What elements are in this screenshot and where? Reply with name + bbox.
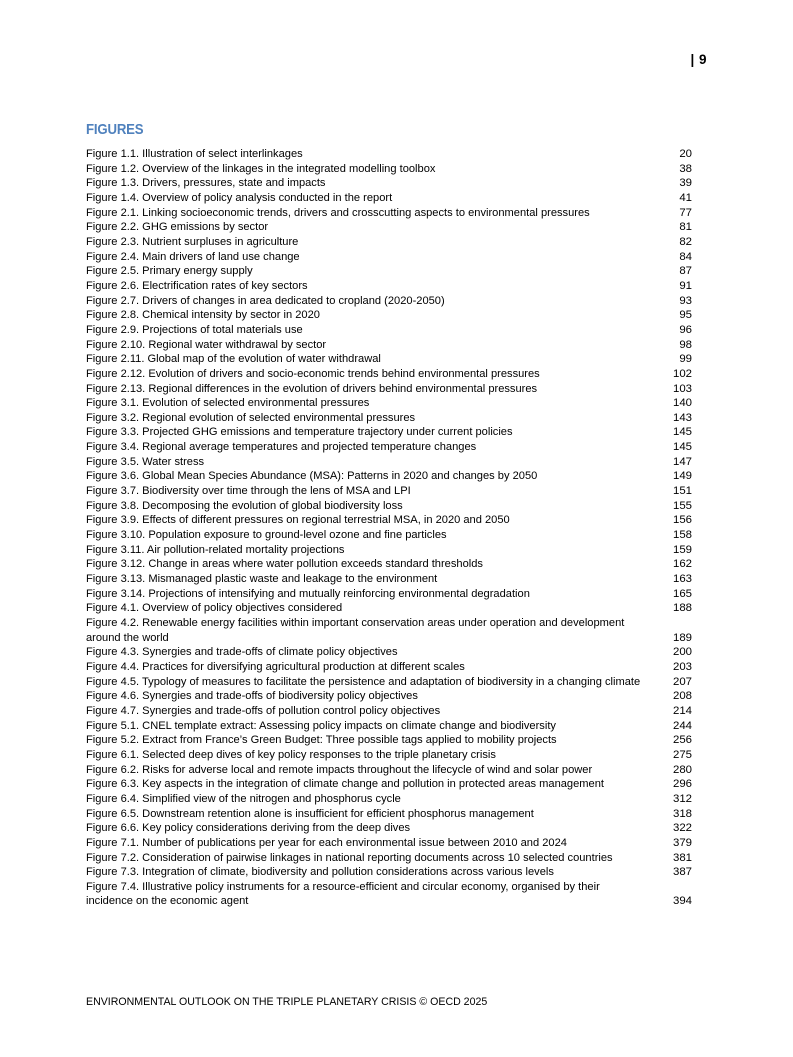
figure-entry[interactable] [86, 352, 692, 367]
figure-title[interactable]: Figure 4.4. Practices for diversifying agricultural production at different scales [86, 660, 465, 673]
figure-entry[interactable] [86, 748, 692, 763]
figure-entry[interactable] [86, 865, 692, 880]
figure-page-number: 95 [679, 309, 692, 322]
figure-title[interactable]: Figure 2.3. Nutrient surpluses in agriculture [86, 235, 299, 248]
figure-title[interactable]: Figure 4.6. Synergies and trade-offs of biodiversity policy objectives [86, 690, 418, 703]
figure-page-number: 162 [672, 558, 692, 571]
figure-entry[interactable] [86, 675, 692, 690]
figure-page-number: 394 [672, 895, 692, 908]
figure-page-number: 200 [672, 646, 692, 659]
figure-page-number: 102 [672, 367, 692, 380]
figure-title[interactable]: Figure 3.4. Regional average temperatures and projected temperature changes [86, 441, 477, 454]
figure-page-number: 387 [672, 866, 692, 879]
figure-title[interactable]: Figure 1.3. Drivers, pressures, state and impacts [86, 177, 326, 190]
figure-entry[interactable] [86, 836, 692, 851]
figure-page-number: 156 [672, 514, 692, 527]
figure-title[interactable]: Figure 1.1. Illustration of select interlinkages [86, 148, 303, 160]
figure-page-number: 296 [672, 778, 692, 791]
figure-entry[interactable] [86, 733, 692, 748]
figure-page-number: 103 [672, 382, 692, 395]
figure-title[interactable]: Figure 2.4. Main drivers of land use change [86, 250, 300, 263]
figure-title[interactable]: Figure 3.6. Global Mean Species Abundance (MSA): Patterns in 2020 and changes by 2050 [86, 470, 538, 483]
figure-entry[interactable] [86, 880, 692, 909]
figure-page-number: 147 [672, 455, 692, 468]
figure-entry[interactable] [86, 616, 692, 645]
figure-page-number: 214 [672, 704, 692, 717]
figure-title[interactable]: Figure 2.12. Evolution of drivers and socio-economic trends behind environmental pressures [86, 367, 540, 380]
figure-page-number: 318 [672, 807, 692, 820]
figure-title[interactable]: Figure 3.9. Effects of different pressures on regional terrestrial MSA, in 2020 and 2050 [86, 514, 510, 527]
figure-title[interactable]: Figure 2.6. Electrification rates of key sectors [86, 279, 308, 292]
figure-entry[interactable] [86, 191, 692, 206]
figure-title[interactable]: Figure 6.3. Key aspects in the integration of climate change and pollution in protected areas management [86, 778, 604, 791]
figure-page-number: 84 [679, 250, 692, 263]
figure-page-number: 93 [679, 294, 692, 307]
figure-entry[interactable] [86, 601, 692, 616]
figure-title[interactable]: Figure 3.7. Biodiversity over time through the lens of MSA and LPI [86, 485, 411, 498]
figure-title[interactable]: Figure 7.3. Integration of climate, biodiversity and pollution considerations across various levels [86, 866, 554, 879]
figure-page-number: 145 [672, 426, 692, 439]
figure-page-number: 244 [672, 719, 692, 732]
figure-title[interactable]: Figure 2.11. Global map of the evolution of water withdrawal [86, 353, 381, 366]
figure-page-number: 149 [672, 470, 692, 483]
figure-title[interactable]: Figure 2.10. Regional water withdrawal by sector [86, 338, 327, 351]
figure-page-number: 96 [679, 323, 692, 336]
figure-page-number: 82 [679, 235, 692, 248]
figure-entry[interactable] [86, 440, 692, 455]
figure-page-number: 151 [672, 485, 692, 498]
figure-entry[interactable] [86, 396, 692, 411]
figure-entry[interactable] [86, 323, 692, 338]
figure-entry[interactable] [86, 250, 692, 265]
figure-entry[interactable] [86, 455, 692, 470]
section-heading: FIGURES [86, 121, 144, 138]
figure-entry[interactable] [86, 235, 692, 250]
figure-title[interactable]: Figure 4.3. Synergies and trade-offs of climate policy objectives [86, 646, 398, 659]
figure-page-number: 87 [679, 265, 692, 278]
figure-entry[interactable] [86, 176, 692, 191]
figure-entry[interactable] [86, 484, 692, 499]
figure-title[interactable]: Figure 2.13. Regional differences in the evolution of drivers behind environmental pressures [86, 382, 538, 395]
figure-entry[interactable] [86, 572, 692, 587]
figure-page-number: 81 [679, 221, 692, 234]
figure-title[interactable]: Figure 7.2. Consideration of pairwise linkages in national reporting documents across 10 selected countries [86, 851, 613, 864]
figure-page-number: 381 [672, 851, 692, 864]
figure-page-number: 41 [679, 191, 692, 204]
figure-entry[interactable] [86, 308, 692, 323]
figure-title[interactable]: Figure 3.8. Decomposing the evolution of global biodiversity loss [86, 499, 403, 512]
figure-entry[interactable] [86, 557, 692, 572]
figure-page-number: 158 [672, 529, 692, 542]
figure-page-number: 275 [672, 748, 692, 761]
figure-entry[interactable] [86, 587, 692, 602]
figure-title[interactable]: Figure 4.5. Typology of measures to facilitate the persistence and adaptation of biodiversity in a changing climate [86, 675, 641, 688]
figure-title[interactable]: Figure 3.14. Projections of intensifying and mutually reinforcing environmental degradation [86, 587, 530, 600]
figure-title[interactable]: Figure 3.5. Water stress [86, 455, 205, 468]
figure-entry[interactable] [86, 777, 692, 792]
figure-page-number: 208 [672, 690, 692, 703]
figure-title[interactable]: Figure 6.1. Selected deep dives of key policy responses to the triple planetary crisis [86, 748, 496, 761]
figure-page-number: 312 [672, 792, 692, 805]
figure-page-number: 20 [679, 148, 692, 160]
figure-entry[interactable] [86, 792, 692, 807]
figure-entry[interactable] [86, 689, 692, 704]
figure-page-number: 165 [672, 587, 692, 600]
figure-page-number: 189 [672, 631, 692, 644]
figure-entry[interactable] [86, 528, 692, 543]
figure-entry[interactable] [86, 763, 692, 778]
figure-entry[interactable] [86, 543, 692, 558]
figure-title[interactable]: Figure 3.11. Air pollution-related mortality projections [86, 543, 345, 556]
figure-page-number: 143 [672, 411, 692, 424]
figures-list [86, 147, 692, 909]
figure-title[interactable]: Figure 2.5. Primary energy supply [86, 265, 253, 278]
figure-page-number: 379 [672, 836, 692, 849]
figure-entry[interactable] [86, 147, 692, 162]
figure-entry[interactable] [86, 821, 692, 836]
figure-page-number: 38 [679, 162, 692, 175]
figure-title[interactable]: Figure 7.4. Illustrative policy instruments for a resource-efficient and circular economy, organised by their incidence on the economic agent [86, 880, 600, 908]
figure-title[interactable]: Figure 4.7. Synergies and trade-offs of pollution control policy objectives [86, 704, 441, 717]
figure-page-number: 163 [672, 573, 692, 586]
figure-page-number: 159 [672, 543, 692, 556]
figure-page-number: 322 [672, 822, 692, 835]
page-number: | 9 [690, 52, 707, 67]
figure-page-number: 207 [672, 675, 692, 688]
figure-entry[interactable] [86, 382, 692, 397]
figure-title[interactable]: Figure 5.1. CNEL template extract: Assessing policy impacts on climate change and biodiversity [86, 719, 556, 732]
figure-entry[interactable] [86, 206, 692, 221]
figure-entry[interactable] [86, 367, 692, 382]
figure-entry[interactable] [86, 425, 692, 440]
figure-entry[interactable] [86, 264, 692, 279]
figure-page-number: 91 [679, 279, 692, 292]
figure-title[interactable]: Figure 3.2. Regional evolution of selected environmental pressures [86, 411, 416, 424]
figure-entry[interactable] [86, 645, 692, 660]
figure-title[interactable]: Figure 3.12. Change in areas where water pollution exceeds standard thresholds [86, 558, 483, 571]
figure-page-number: 280 [672, 763, 692, 776]
figure-page-number: 155 [672, 499, 692, 512]
figure-entry[interactable] [86, 279, 692, 294]
figure-page-number: 98 [679, 338, 692, 351]
figure-title[interactable]: Figure 3.10. Population exposure to ground-level ozone and fine particles [86, 529, 447, 542]
figure-page-number: 39 [679, 177, 692, 190]
figure-title[interactable]: Figure 4.2. Renewable energy facilities within important conservation areas under operation and development around the world [86, 617, 625, 644]
figure-title[interactable]: Figure 1.2. Overview of the linkages in the integrated modelling toolbox [86, 162, 436, 175]
figure-entry[interactable] [86, 338, 692, 353]
figure-title[interactable]: Figure 6.5. Downstream retention alone is insufficient for efficient phosphorus management [86, 807, 534, 820]
figure-title[interactable]: Figure 3.3. Projected GHG emissions and temperature trajectory under current policies [86, 426, 513, 439]
figure-page-number: 256 [672, 734, 692, 747]
figure-title[interactable]: Figure 7.1. Number of publications per year for each environmental issue between 2010 and 2024 [86, 836, 567, 849]
figure-entry[interactable] [86, 294, 692, 309]
page-footer: ENVIRONMENTAL OUTLOOK ON THE TRIPLE PLANETARY CRISIS © OECD 2025 [86, 996, 488, 1008]
figure-page-number: 203 [672, 660, 692, 673]
figure-entry[interactable] [86, 660, 692, 675]
figure-title[interactable]: Figure 2.8. Chemical intensity by sector in 2020 [86, 309, 320, 322]
figure-title[interactable]: Figure 2.9. Projections of total materials use [86, 323, 303, 336]
figure-entry[interactable] [86, 469, 692, 484]
figure-entry[interactable] [86, 807, 692, 822]
figure-page-number: 145 [672, 441, 692, 454]
figure-entry[interactable] [86, 411, 692, 426]
figure-title[interactable]: Figure 4.1. Overview of policy objectives considered [86, 602, 343, 615]
figure-entry[interactable] [86, 499, 692, 514]
figure-title[interactable]: Figure 6.2. Risks for adverse local and remote impacts throughout the lifecycle of wind and solar power [86, 763, 593, 776]
figure-entry[interactable] [86, 851, 692, 866]
figure-title[interactable]: Figure 5.2. Extract from France’s Green Budget: Three possible tags applied to mobility projects [86, 734, 557, 747]
figure-entry[interactable] [86, 719, 692, 734]
figure-entry[interactable] [86, 704, 692, 719]
figure-title[interactable]: Figure 6.6. Key policy considerations deriving from the deep dives [86, 822, 411, 835]
figure-title[interactable]: Figure 6.4. Simplified view of the nitrogen and phosphorus cycle [86, 792, 401, 805]
figure-title[interactable]: Figure 3.13. Mismanaged plastic waste and leakage to the environment [86, 573, 438, 586]
figure-page-number: 77 [679, 206, 692, 219]
figure-page-number: 140 [672, 397, 692, 410]
figure-entry[interactable] [86, 162, 692, 177]
figure-title[interactable]: Figure 2.7. Drivers of changes in area dedicated to cropland (2020-2050) [86, 294, 445, 307]
figure-entry[interactable] [86, 513, 692, 528]
figure-page-number: 99 [679, 353, 692, 366]
figure-title[interactable]: Figure 2.1. Linking socioeconomic trends, drivers and crosscutting aspects to environmental pressures [86, 206, 590, 219]
figure-title[interactable]: Figure 2.2. GHG emissions by sector [86, 221, 269, 234]
figure-title[interactable]: Figure 1.4. Overview of policy analysis conducted in the report [86, 191, 393, 204]
figure-title[interactable]: Figure 3.1. Evolution of selected environmental pressures [86, 397, 370, 410]
figure-page-number: 188 [672, 602, 692, 615]
figure-entry[interactable] [86, 220, 692, 235]
